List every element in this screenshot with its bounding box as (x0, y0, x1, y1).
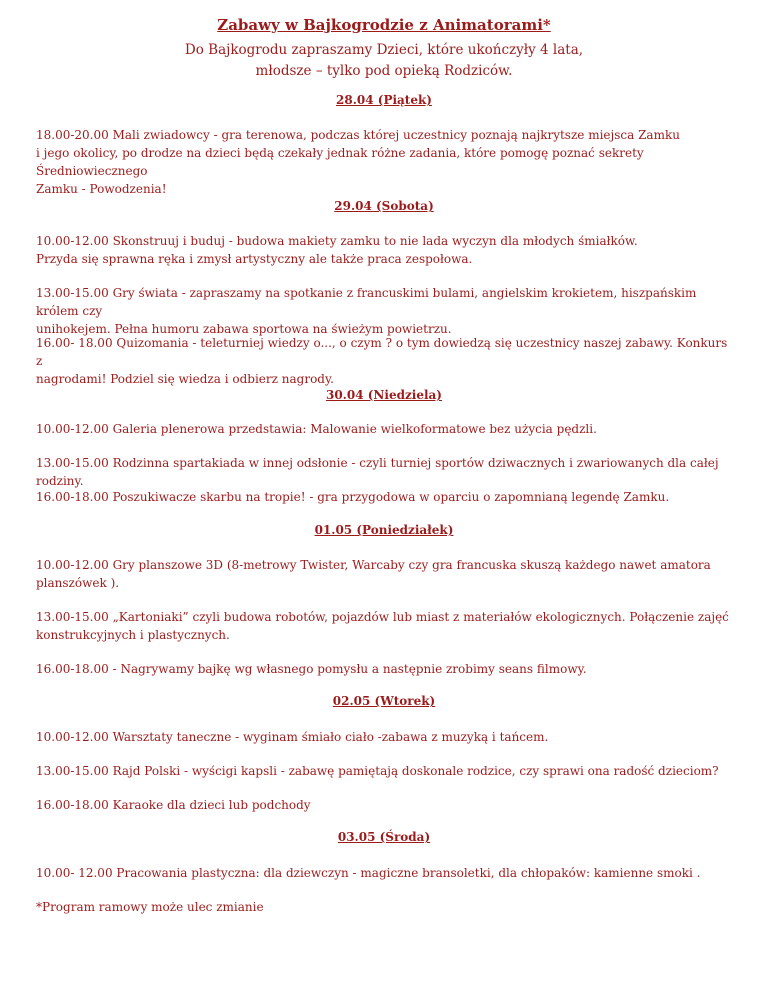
entry-line: konstrukcyjnych i plastycznych. (36, 628, 230, 642)
entry-line: 13.00-15.00 Rajd Polski - wyścigi kapsli - zabawę pamiętają doskonale rodzice, czy sprawi ona radość dzieciom? (36, 764, 719, 778)
page-title: Zabawy w Bajkogrodzie z Animatorami* (217, 16, 551, 34)
schedule-entry (36, 660, 736, 678)
day-heading: 01.05 (Poniedziałek) (314, 523, 454, 537)
entry-line: 10.00-12.00 Gry planszowe 3D (8-metrowy Twister, Warcaby czy gra francuska skuszą każdego nawet amatora (36, 558, 711, 572)
schedule-entry (36, 126, 736, 198)
schedule-entry (36, 420, 736, 438)
schedule-entry (36, 762, 736, 780)
entry-line: unihokejem. Pełna humoru zabawa sportowa na świeżym powietrzu. (36, 322, 452, 336)
day-heading: 29.04 (Sobota) (334, 199, 434, 213)
entry-line: 16.00- 18.00 Quizomania - teleturniej wiedzy o..., o czym ? o tym dowiedzą się uczestnicy naszej zabawy. Konkurs z (36, 336, 728, 368)
entry-line: 16.00-18.00 Poszukiwacze skarbu na tropie! - gra przygodowa w oparciu o zapomnianą legendę Zamku. (36, 490, 670, 504)
entry-line: nagrodami! Podziel się wiedza i odbierz nagrody. (36, 372, 334, 386)
entry-line: Zamku - Powodzenia! (36, 182, 167, 196)
schedule-entry (36, 556, 736, 592)
schedule-entry (36, 488, 736, 506)
entry-line: 18.00-20.00 Mali zwiadowcy - gra terenowa, podczas której uczestnicy poznają najkrytsze miejsca Zamku (36, 128, 680, 142)
schedule-entry (36, 796, 736, 814)
entry-line: 10.00-12.00 Galeria plenerowa przedstawia: Malowanie wielkoformatowe bez użycia pędzli. (36, 422, 597, 436)
day-heading: 03.05 (Środa) (337, 830, 431, 844)
entry-line: planszówek ). (36, 576, 120, 590)
entry-line: Przyda się sprawna ręka i zmysł artystyczny ale także praca zespołowa. (36, 252, 473, 266)
entry-line: 10.00-12.00 Skonstruuj i buduj - budowa makiety zamku to nie lada wyczyn dla młodych śmiałków. (36, 234, 638, 248)
schedule-entry (36, 284, 736, 338)
entry-line: 13.00-15.00 Rodzinna spartakiada w innej odsłonie - czyli turniej sportów dziwacznych i zwariowanych dla całej rodziny. (36, 456, 719, 488)
schedule-entry (36, 608, 736, 644)
subtitle-line: Do Bajkogrodu zapraszamy Dzieci, które ukończyły 4 lata, (184, 42, 584, 58)
entry-line: 13.00-15.00 Gry świata - zapraszamy na spotkanie z francuskimi bulami, angielskim krokietem, hiszpańskim królem czy (36, 286, 697, 318)
entry-line: 16.00-18.00 - Nagrywamy bajkę wg własnego pomysłu a następnie zrobimy seans filmowy. (36, 662, 587, 676)
entry-line: 16.00-18.00 Karaoke dla dzieci lub podchody (36, 798, 311, 812)
day-heading: 02.05 (Wtorek) (332, 694, 436, 708)
entry-line: 10.00- 12.00 Pracowania plastyczna: dla dziewczyn - magiczne bransoletki, dla chłopaków: kamienne smoki . (36, 866, 701, 880)
schedule-entry (36, 454, 736, 490)
entry-line: i jego okolicy, po drodze na dzieci będą czekały jednak różne zadania, które pomogę poznać sekrety Średniowiecznego (36, 146, 644, 178)
day-heading: 28.04 (Piątek) (336, 93, 432, 107)
footnote: *Program ramowy może ulec zmianie (36, 900, 264, 914)
subtitle-line: młodsze – tylko pod opieką Rodziców. (255, 63, 513, 79)
schedule-entry (36, 864, 736, 882)
subtitle (0, 40, 768, 82)
day-heading: 30.04 (Niedziela) (325, 388, 442, 402)
schedule-entry (36, 728, 736, 746)
schedule-entry (36, 232, 736, 268)
schedule-entry (36, 334, 736, 388)
entry-line: 13.00-15.00 „Kartoniaki” czyli budowa robotów, pojazdów lub miast z materiałów ekologicznych. Połączenie zajęć (36, 610, 729, 624)
entry-line: 10.00-12.00 Warsztaty taneczne - wyginam śmiało ciało -zabawa z muzyką i tańcem. (36, 730, 549, 744)
